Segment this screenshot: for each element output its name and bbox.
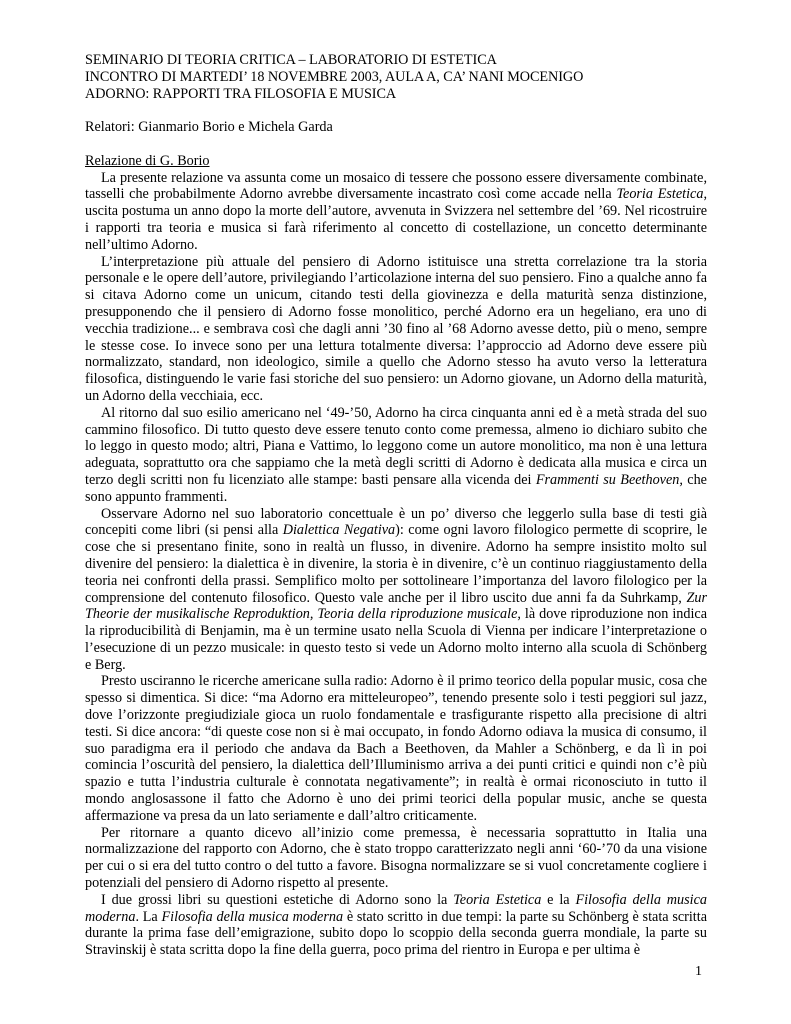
italic-title: Frammenti su Beethoven, xyxy=(535,471,683,488)
paragraph: Al ritorno dal suo esilio americano nel ‘49-’50, Adorno ha circa cinquanta anni ed è a metà strada del suo cammino filosofico. Di tutto questo deve essere tenuto conto come premessa, almeno io dichiaro subito che lo leggo in questo modo; altri, Piana e Vattimo, lo leggono come un autore monolitico, ma non è una lettura adeguata, soprattutto ora che sappiamo che la metà degli scritti di Adorno è dedicata alla musica e circa un terzo degli scritti non fu licenziato alle stampe: basti pensare alla vicenda dei Frammenti su Beethoven, che sono appunto frammenti. xyxy=(85,404,707,505)
italic-title: Dialettica Negativa xyxy=(282,522,396,539)
meeting-info: INCONTRO DI MARTEDI’ 18 NOVEMBRE 2003, AULA A, CA’ NANI MOCENIGO xyxy=(85,68,584,85)
paragraph: La presente relazione va assunta come un mosaico di tessere che possono essere diversamente combinate, tasselli che probabilmente Adorno avrebbe diversamente incastrato così come accade nella Teoria Estetica, uscita postuma un anno dopo la morte dell’autore, avvenuta in Svizzera nel settembre del ’69. Nel ricostruire i rapporti tra teoria e musica si farà riferimento al concetto di costellazione, un concetto determinante nell’ultimo Adorno. xyxy=(85,169,707,253)
paragraph: Osservare Adorno nel suo laboratorio concettuale è un po’ diverso che leggerlo sulla base di testi già concepiti come libri (si pensi alla Dialettica Negativa): come ogni lavoro filologico permette di scoprire, le cose che si presentano finite, sono in realtà un flusso, in divenire. Adorno ha sempre insistito molto sul divenire del pensiero: la dialettica è in divenire, la storia è in divenire, c’è un continuo riaggiustamento della teoria nei confronti della prassi. Semplifico molto per sottolineare l’importanza del lavoro filologico per la comprensione del contenuto filosofico. Questo vale anche per il libro uscito due anni fa da Suhrkamp, Zur Theorie der musikalische Reproduktion, Teoria della riproduzione musicale, là dove riproduzione non indica la riproducibilità di Benjamin, ma è un termine usato nella Scuola di Vienna per indicare l’interpretazione o l’esecuzione di un pezzo musicale: in questo testo si vede un Adorno molto interno alla scuola di Schönberg e Berg. xyxy=(85,505,707,673)
paragraph: Presto usciranno le ricerche americane sulla radio: Adorno è il primo teorico della popular music, cosa che spesso si dimentica. Si dice: “ma Adorno era mitteleuropeo”, tenendo presente solo i testi peggiori sul jazz, dove l’orizzonte pregiudiziale gioca un ruolo fondamentale e trasfigurante rispetto alla precisione di altri testi. Si dice ancora: “di queste cose non si è mai occupato, in fondo Adorno odiava la musica di consumo, il suo paradigma era il periodo che andava da Bach a Beethoven, da Mahler a Schönberg, e da lì in poi comincia l’oscurità del pensiero, la dialettica dell’Illuminismo arriva a dei punti critici e quindi non c’è più spazio e tutta l’industria culturale è connotata negativamente”; in realtà è ormai riconosciuto in tutto il mondo anglosassone il fatto che Adorno è uno dei primi teorici della popular music, anche se questa affermazione va presa da un lato seriamente e dall’altro criticamente. xyxy=(85,673,707,824)
paragraph: L’interpretazione più attuale del pensiero di Adorno istituisce una stretta correlazione tra la storia personale e le opere dell’autore, privilegiando l’articolazione interna del suo pensiero. Fino a qualche anno fa si citava Adorno come un unicum, citando testi della giovinezza e della maturità senza distinzione, presupponendo che il pensiero di Adorno fosse monolitico, perché Adorno era un hegeliano, era uno di vecchia tradizione... e sembrava così che dagli anni ’30 fino al ’68 Adorno avesse detto, più o meno, sempre le stesse cose. Io invece sono per una lettura totalmente diversa: l’approccio ad Adorno deve essere più normalizzato, standard, non ideologico, simile a quello che Adorno stesso ha avuto verso la letteratura filosofica, distinguendo le varie fasi storiche del suo pensiero: un Adorno giovane, un Adorno della maturità, un Adorno della vecchiaia, ecc. xyxy=(85,253,707,404)
document-page xyxy=(85,52,707,959)
paragraph: Per ritornare a quanto dicevo all’inizio come premessa, è necessaria soprattutto in Italia una normalizzazione del rapporto con Adorno, che è stato troppo caratterizzato negli anni ‘60-’70 da una visione per cui o si era del tutto contro o del tutto a favore. Bisogna normalizzare se si vuol concretamente cogliere i potenziali del pensiero di Adorno rispetto al presente. xyxy=(85,824,707,892)
body-text xyxy=(85,170,707,959)
paragraph: I due grossi libri su questioni estetiche di Adorno sono la Teoria Estetica e la Filosofia della musica moderna. La Filosofia della musica moderna è stato scritto in due tempi: la parte su Schönberg è stata scritta durante la prima fase dell’emigrazione, subito dopo lo scoppio della seconda guerra mondiale, la parte su Stravinskij è stata scritta dopo la fine della guerra, poco prima del rientro in Europa e per ultima è xyxy=(85,891,707,959)
italic-title: Teoria Estetica xyxy=(616,186,704,203)
page-number: 1 xyxy=(695,964,702,979)
section-title: Relazione di G. Borio xyxy=(85,152,210,169)
italic-title: Zur Theorie der musikalische Reproduktion, Teoria della riproduzione musicale xyxy=(85,589,707,623)
document-header xyxy=(85,52,707,102)
italic-title: Filosofia della musica moderna xyxy=(161,908,344,925)
topic-title: ADORNO: RAPPORTI TRA FILOSOFIA E MUSICA xyxy=(85,85,397,102)
italic-title: Teoria Estetica xyxy=(453,891,542,908)
italic-title: Filosofia della musica moderna xyxy=(85,891,707,925)
seminar-title: SEMINARIO DI TEORIA CRITICA – LABORATORIO DI ESTETICA xyxy=(85,52,497,68)
speakers-line: Relatori: Gianmario Borio e Michela Garda xyxy=(85,119,333,136)
